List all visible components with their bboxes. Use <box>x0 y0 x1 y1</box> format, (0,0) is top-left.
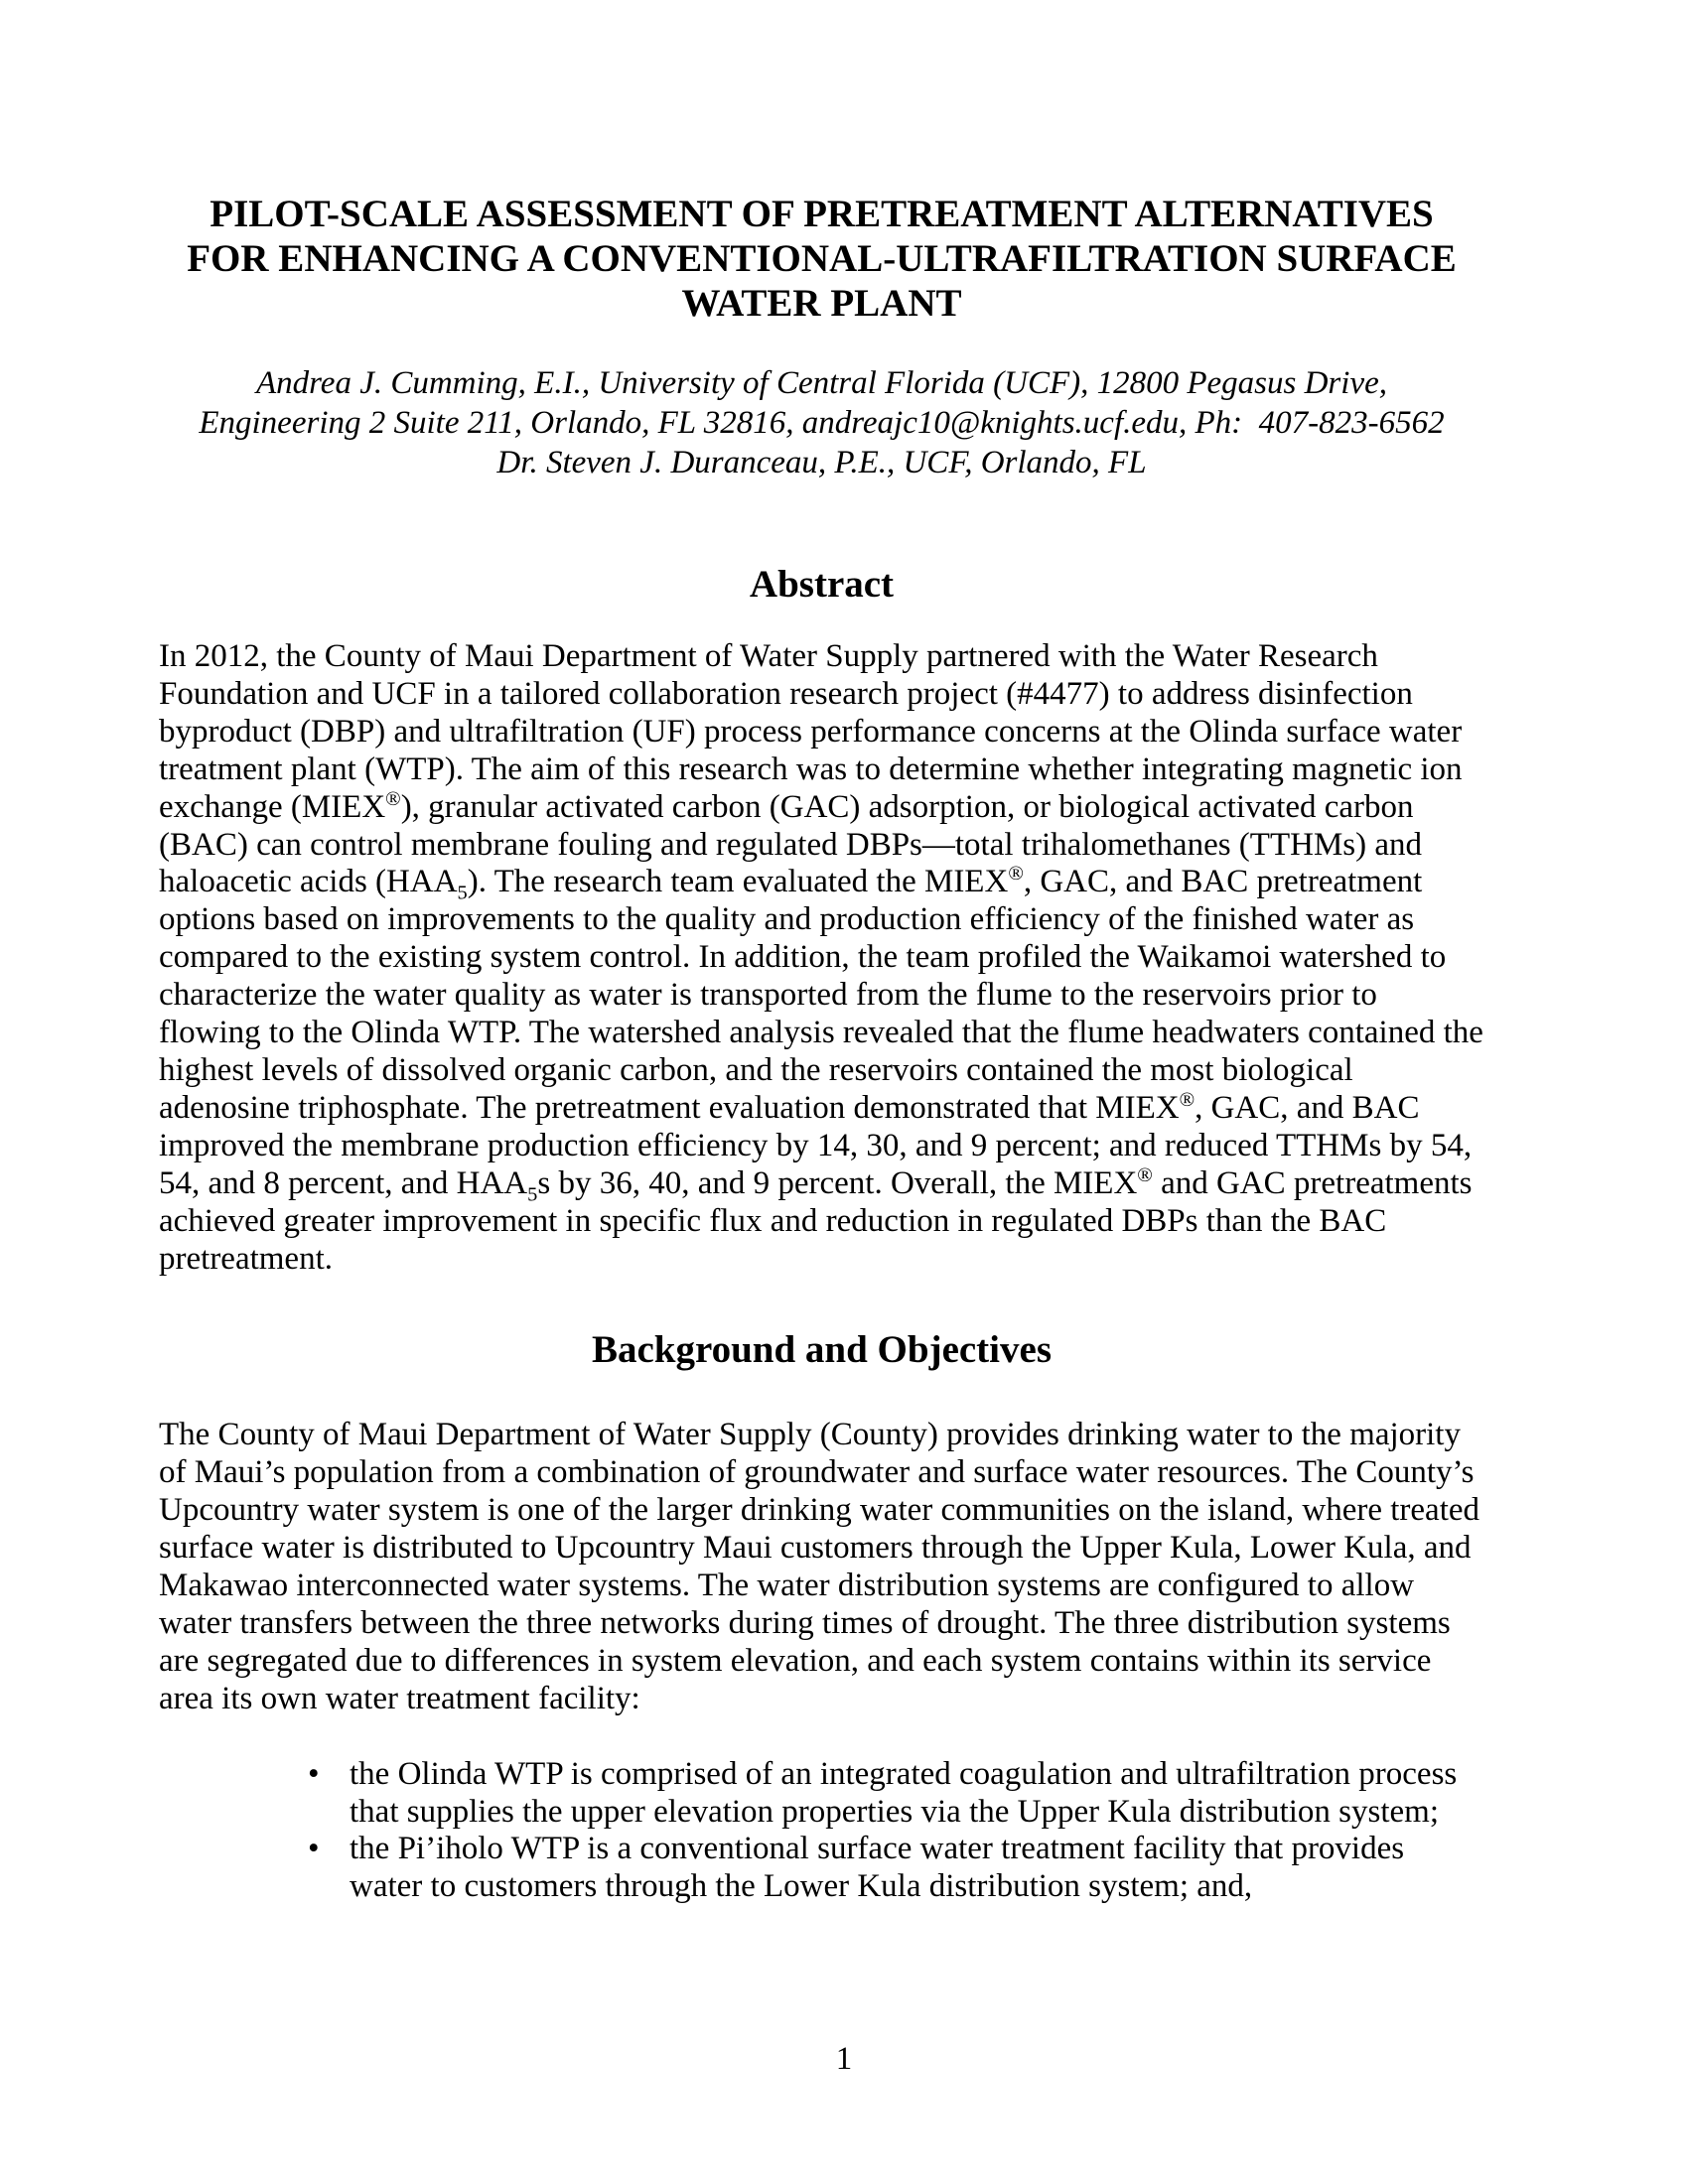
page-number: 1 <box>835 2041 853 2077</box>
title-line-3: WATER PLANT <box>681 282 962 325</box>
author-block <box>159 363 1484 482</box>
paper-title <box>159 192 1484 326</box>
author-line-2: Engineering 2 Suite 211, Orlando, FL 32816, andreajc10@knights.ucf.edu, Ph: 407-823-6562 <box>199 405 1445 441</box>
title-line-2: FOR ENHANCING A CONVENTIONAL-ULTRAFILTRATION SURFACE <box>187 237 1457 280</box>
page-content <box>159 0 1484 1906</box>
author-line-3: Dr. Steven J. Duranceau, P.E., UCF, Orlando, FL <box>496 445 1147 480</box>
bullet-icon: • <box>308 1755 320 1792</box>
abstract-paragraph: In 2012, the County of Maui Department of Water Supply partnered with the Water Research Foundation and UCF in a tailored collaboration research project (#4477) to address disinfection byproduct (DBP) and ultrafiltration (UF) process performance concerns at the Olinda surface water treatment plant (WTP). The aim of this research was to determine whether integrating magnetic ion exchange (MIEX®), granular activated carbon (GAC) adsorption, or biological activated carbon (BAC) can control membrane fouling and regulated DBPs—total trihalomethanes (TTHMs) and haloacetic acids $(HAA_5)$. The research team evaluated the MIEX®, GAC, and BAC pretreatment options based on improvements to the quality and production efficiency of the finished water as compared to the existing system control. In addition, the team profiled the Waikamoi watershed to characterize the water quality as water is transported from the flume to the reservoirs prior to flowing to the Olinda WTP. The watershed analysis revealed that the flume headwaters contained the highest levels of dissolved organic carbon, and the reservoirs contained the most biological adenosine triphosphate. The pretreatment evaluation demonstrated that MIEX®, GAC, and BAC improved the membrane production efficiency by 14, 30, and 9 percent; and reduced TTHMs by 54, 54, and 8 percent, and $HAA_5s$ by 36, 40, and 9 percent. Overall, the MIEX® and GAC pretreatments achieved greater improvement in specific flux and reduction in regulated DBPs than the BAC pretreatment. <box>159 638 1483 1277</box>
bullet-item-piiholo <box>308 1831 1484 1906</box>
abstract-heading: Abstract <box>749 563 895 606</box>
bullet-icon: • <box>308 1831 320 1867</box>
bullet-item-text: the Olinda WTP is comprised of an integrated coagulation and ultrafiltration process that supplies the upper elevation properties via the Upper Kula distribution system; <box>350 1755 1458 1830</box>
bullet-item-text: the Pi’iholo WTP is a conventional surface water treatment facility that provides water to customers through the Lower Kula distribution system; and, <box>350 1831 1405 1905</box>
background-heading: Background and Objectives <box>591 1328 1052 1372</box>
background-paragraph: The County of Maui Department of Water Supply (County) provides drinking water to the majority of Maui’s population from a combination of groundwater and surface water resources. The County’s Upcountry water system is one of the larger drinking water communities on the island, where treated surface water is distributed to Upcountry Maui customers through the Upper Kula, Lower Kula, and Makawao interconnected water systems. The water distribution systems are configured to allow water transfers between the three networks during times of drought. The three distribution systems are segregated due to differences in system elevation, and each system contains within its service area its own water treatment facility: <box>159 1417 1480 1716</box>
bullet-list <box>159 1756 1484 1907</box>
author-line-1: Andrea J. Cumming, E.I., University of Central Florida (UCF), 12800 Pegasus Drive, <box>256 365 1387 401</box>
title-line-1: PILOT-SCALE ASSESSMENT OF PRETREATMENT ALTERNATIVES <box>210 193 1434 235</box>
bullet-item-olinda <box>308 1756 1484 1832</box>
